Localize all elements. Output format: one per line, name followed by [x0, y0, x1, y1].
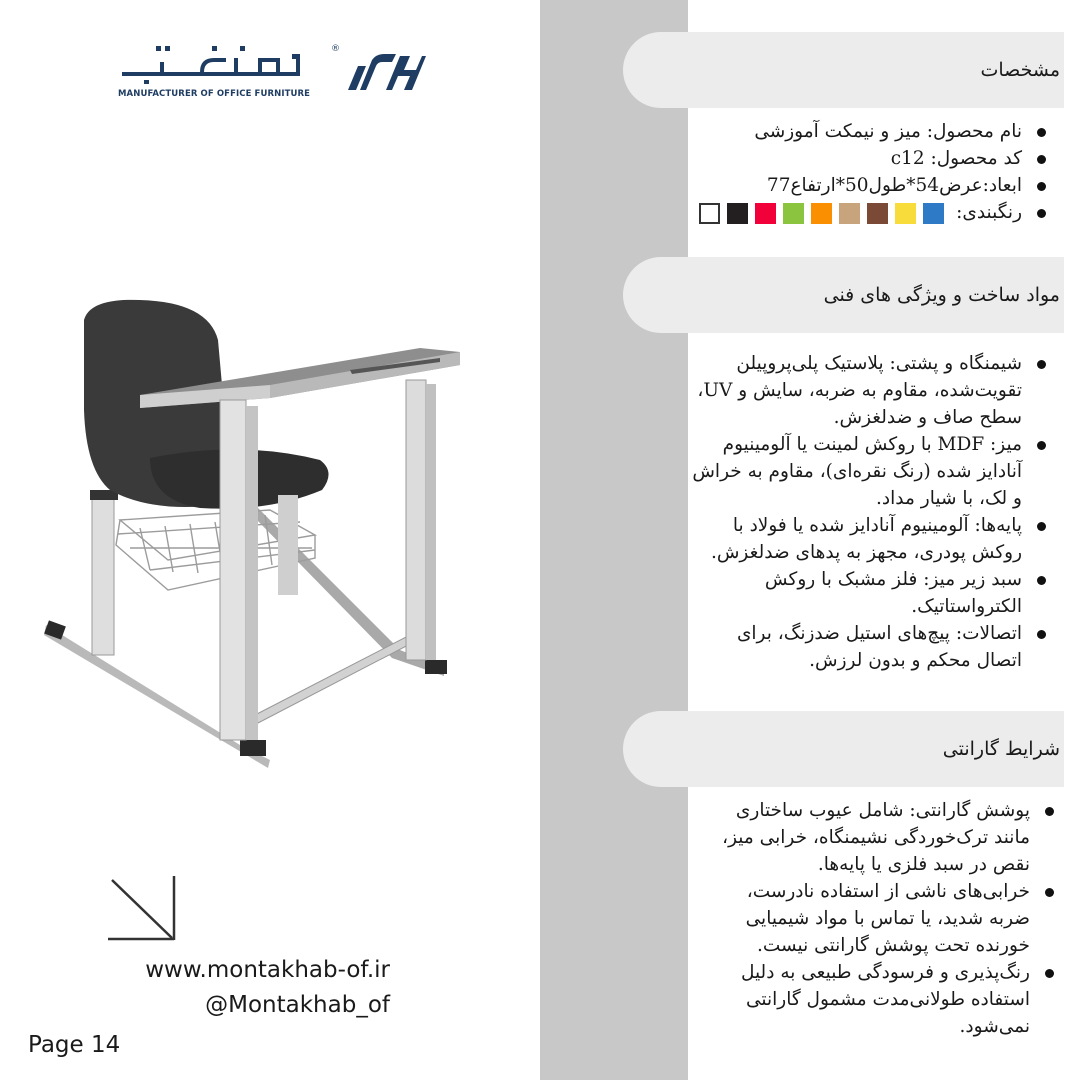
materials-list: [690, 350, 1050, 674]
list-item: نام محصول: میز و نیمکت آموزشی: [690, 118, 1050, 145]
list-item: شیمنگاه و پشتی: پلاستیک پلی‌پروپیلن تقویت‌شده، مقاوم به ضربه، سایش و UV، سطح صاف و ضدلغزش.: [690, 350, 1050, 431]
color-swatch-tan: [839, 203, 860, 224]
registered-mark: ®: [331, 44, 340, 54]
brand-mark-icon: [346, 50, 426, 90]
section-title: مشخصات: [980, 59, 1060, 81]
decorative-gray-strip: [540, 0, 688, 1080]
list-item: اتصالات: پیچ‌های استیل ضدزنگ، برای اتصال محکم و بدون لرزش.: [690, 620, 1050, 674]
brand-wordmark-fa-icon: [120, 44, 310, 84]
color-swatch-black: [727, 203, 748, 224]
warranty-list: [708, 797, 1058, 1040]
section-header-warranty: [623, 711, 1064, 787]
color-swatch-brown: [867, 203, 888, 224]
color-swatch-orange: [811, 203, 832, 224]
social-handle-link[interactable]: @Montakhab_of: [205, 992, 390, 1018]
list-item: کد محصول: c12: [690, 145, 1050, 172]
list-item: سبد زیر میز: فلز مشبک با روکش الکترواستاتیک.: [690, 566, 1050, 620]
section-title: مواد ساخت و ویژگی های فنی: [823, 284, 1060, 306]
color-swatch-yellow: [895, 203, 916, 224]
section-title: شرایط گارانتی: [942, 738, 1060, 760]
brand-logo: [118, 44, 410, 102]
color-swatch-white: [699, 203, 720, 224]
specs-list: [690, 118, 1050, 226]
color-swatches: [699, 203, 944, 224]
color-swatch-blue: [923, 203, 944, 224]
list-item: پایه‌ها: آلومینیوم آنادایز شده یا فولاد با روکش پودری، مجهز به پدهای ضدلغزش.: [690, 512, 1050, 566]
list-item: رنگ‌پذیری و فرسودگی طبیعی به دلیل استفاده طولانی‌مدت مشمول گارانتی نمی‌شود.: [708, 959, 1058, 1040]
list-item: خرابی‌های ناشی از استفاده نادرست، ضربه شدید، یا تماس با مواد شیمیایی خورنده تحت پوشش گارانتی نیست.: [708, 878, 1058, 959]
list-item: پوشش گارانتی: شامل عیوب ساختاری مانند ترک‌خوردگی نشیمنگاه، خرابی میز، نقص در سبد فلزی یا پایه‌ها.: [708, 797, 1058, 878]
list-item: ابعاد:عرض54*طول50*ارتفاع77: [690, 172, 1050, 199]
list-item: رنگبندی:: [690, 199, 1050, 226]
section-header-specs: [623, 32, 1064, 108]
website-link[interactable]: www.montakhab-of.ir: [145, 957, 390, 983]
list-item: میز: MDF با روکش لمینت یا آلومینیوم آنادایز شده (رنگ نقره‌ای)، مقاوم به خراش و لک، با شیار مداد.: [690, 431, 1050, 512]
color-swatch-red: [755, 203, 776, 224]
brand-tagline: MANUFACTURER OF OFFICE FURNITURE: [118, 89, 311, 99]
arrow-down-right-icon: [106, 874, 176, 942]
product-image: [40, 290, 460, 770]
color-swatch-green: [783, 203, 804, 224]
section-header-materials: [623, 257, 1064, 333]
page-number: Page 14: [28, 1032, 121, 1058]
